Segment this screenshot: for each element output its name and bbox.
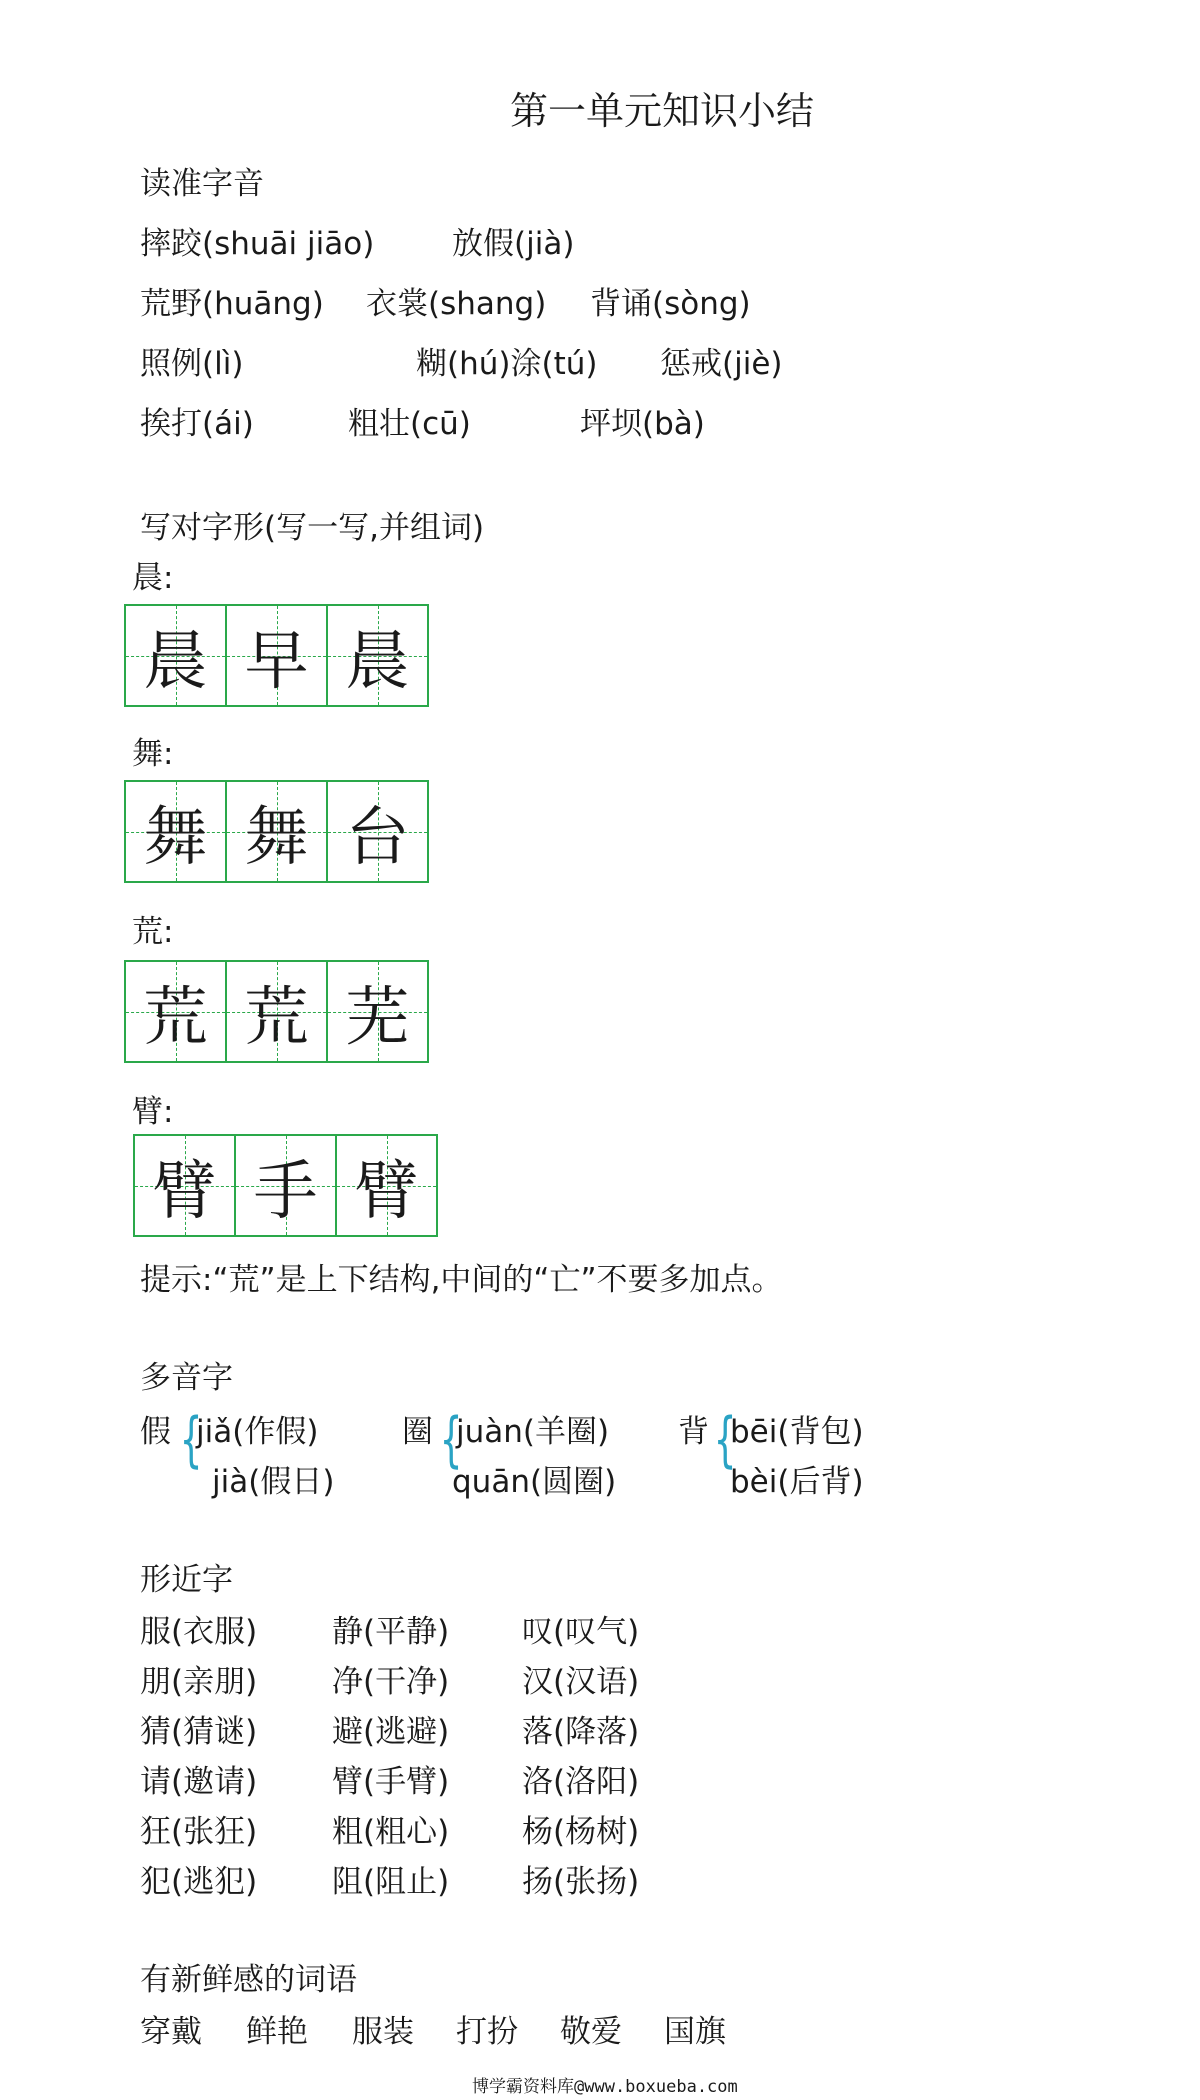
- similar-item: 猜(猜谜): [140, 1714, 258, 1750]
- pronunciation-item: 荒野(huāng): [140, 286, 324, 322]
- grid-cell: 荒: [124, 960, 227, 1063]
- similar-item: 落(降落): [522, 1714, 640, 1750]
- similar-item: 狂(张狂): [140, 1814, 258, 1850]
- similar-item: 朋(亲朋): [140, 1664, 258, 1700]
- writing-label: 晨:: [132, 560, 174, 596]
- grid-cell: 荒: [225, 960, 328, 1063]
- writing-label: 荒:: [132, 914, 174, 950]
- pronunciation-item: 粗壮(cū): [348, 406, 471, 442]
- fresh-word: 国旗: [664, 2014, 726, 2050]
- grid-cell: 芜: [326, 960, 429, 1063]
- writing-grid: [124, 604, 427, 707]
- fresh-word: 穿戴: [140, 2014, 202, 2050]
- fresh-words-heading: 有新鲜感的词语: [140, 1962, 357, 1998]
- pronunciation-item: 背诵(sòng): [590, 286, 751, 322]
- pronunciation-item: 衣裳(shang): [366, 286, 547, 322]
- writing-heading: 写对字形(写一写,并组词): [140, 510, 485, 546]
- similar-item: 洛(洛阳): [522, 1764, 640, 1800]
- similar-item: 粗(粗心): [332, 1814, 450, 1850]
- pronunciation-heading: 读准字音: [140, 166, 264, 202]
- polyphone-reading: jià(假日): [212, 1464, 335, 1500]
- fresh-word: 鲜艳: [246, 2014, 308, 2050]
- pronunciation-item: 坪坝(bà): [580, 406, 705, 442]
- grid-cell: 晨: [326, 604, 429, 707]
- brace-icon: {: [713, 1405, 737, 1475]
- similar-item: 净(干净): [332, 1664, 450, 1700]
- polyphone-char: 圈: [402, 1414, 433, 1450]
- pronunciation-item: 糊(hú)涂(tú): [416, 346, 598, 382]
- similar-item: 服(衣服): [140, 1614, 258, 1650]
- similar-item: 请(邀请): [140, 1764, 258, 1800]
- writing-grid: [133, 1134, 436, 1237]
- grid-cell: 手: [234, 1134, 337, 1237]
- grid-cell: 臂: [133, 1134, 236, 1237]
- fresh-word: 敬爱: [560, 2014, 622, 2050]
- similar-item: 汉(汉语): [522, 1664, 640, 1700]
- similar-item: 避(逃避): [332, 1714, 450, 1750]
- polyphone-reading: quān(圆圈): [452, 1464, 617, 1500]
- pronunciation-item: 挨打(ái): [140, 406, 254, 442]
- pronunciation-item: 惩戒(jiè): [660, 346, 783, 382]
- writing-label: 舞:: [132, 736, 174, 772]
- similar-heading: 形近字: [140, 1562, 233, 1598]
- grid-cell: 早: [225, 604, 328, 707]
- polyphone-reading: juàn(羊圈): [456, 1414, 610, 1450]
- polyphone-reading: bèi(后背): [730, 1464, 864, 1500]
- writing-tip: 提示:“荒”是上下结构,中间的“亡”不要多加点。: [140, 1262, 783, 1298]
- polyphone-reading: jiǎ(作假): [196, 1414, 319, 1450]
- fresh-word: 服装: [352, 2014, 414, 2050]
- footer-watermark: 博学霸资料库@www.boxueba.com: [472, 2077, 738, 2097]
- brace-icon: {: [439, 1405, 463, 1475]
- polyphone-char: 背: [678, 1414, 709, 1450]
- page-title: 第一单元知识小结: [510, 89, 815, 133]
- brace-icon: {: [179, 1405, 203, 1475]
- grid-cell: 舞: [225, 780, 328, 883]
- similar-item: 杨(杨树): [522, 1814, 640, 1850]
- grid-cell: 臂: [335, 1134, 438, 1237]
- polyphone-reading: bēi(背包): [730, 1414, 864, 1450]
- polyphones-heading: 多音字: [140, 1360, 233, 1396]
- grid-cell: 舞: [124, 780, 227, 883]
- similar-item: 静(平静): [332, 1614, 450, 1650]
- writing-grid: [124, 780, 427, 883]
- similar-item: 阻(阻止): [332, 1864, 450, 1900]
- grid-cell: 台: [326, 780, 429, 883]
- pronunciation-item: 照例(lì): [140, 346, 244, 382]
- pronunciation-item: 摔跤(shuāi jiāo): [140, 226, 375, 262]
- polyphone-char: 假: [140, 1414, 171, 1450]
- writing-grid: [124, 960, 427, 1063]
- similar-item: 扬(张扬): [522, 1864, 640, 1900]
- grid-cell: 晨: [124, 604, 227, 707]
- writing-label: 臂:: [132, 1094, 174, 1130]
- similar-item: 叹(叹气): [522, 1614, 640, 1650]
- similar-item: 臂(手臂): [332, 1764, 450, 1800]
- fresh-word: 打扮: [456, 2014, 518, 2050]
- pronunciation-item: 放假(jià): [452, 226, 575, 262]
- similar-item: 犯(逃犯): [140, 1864, 258, 1900]
